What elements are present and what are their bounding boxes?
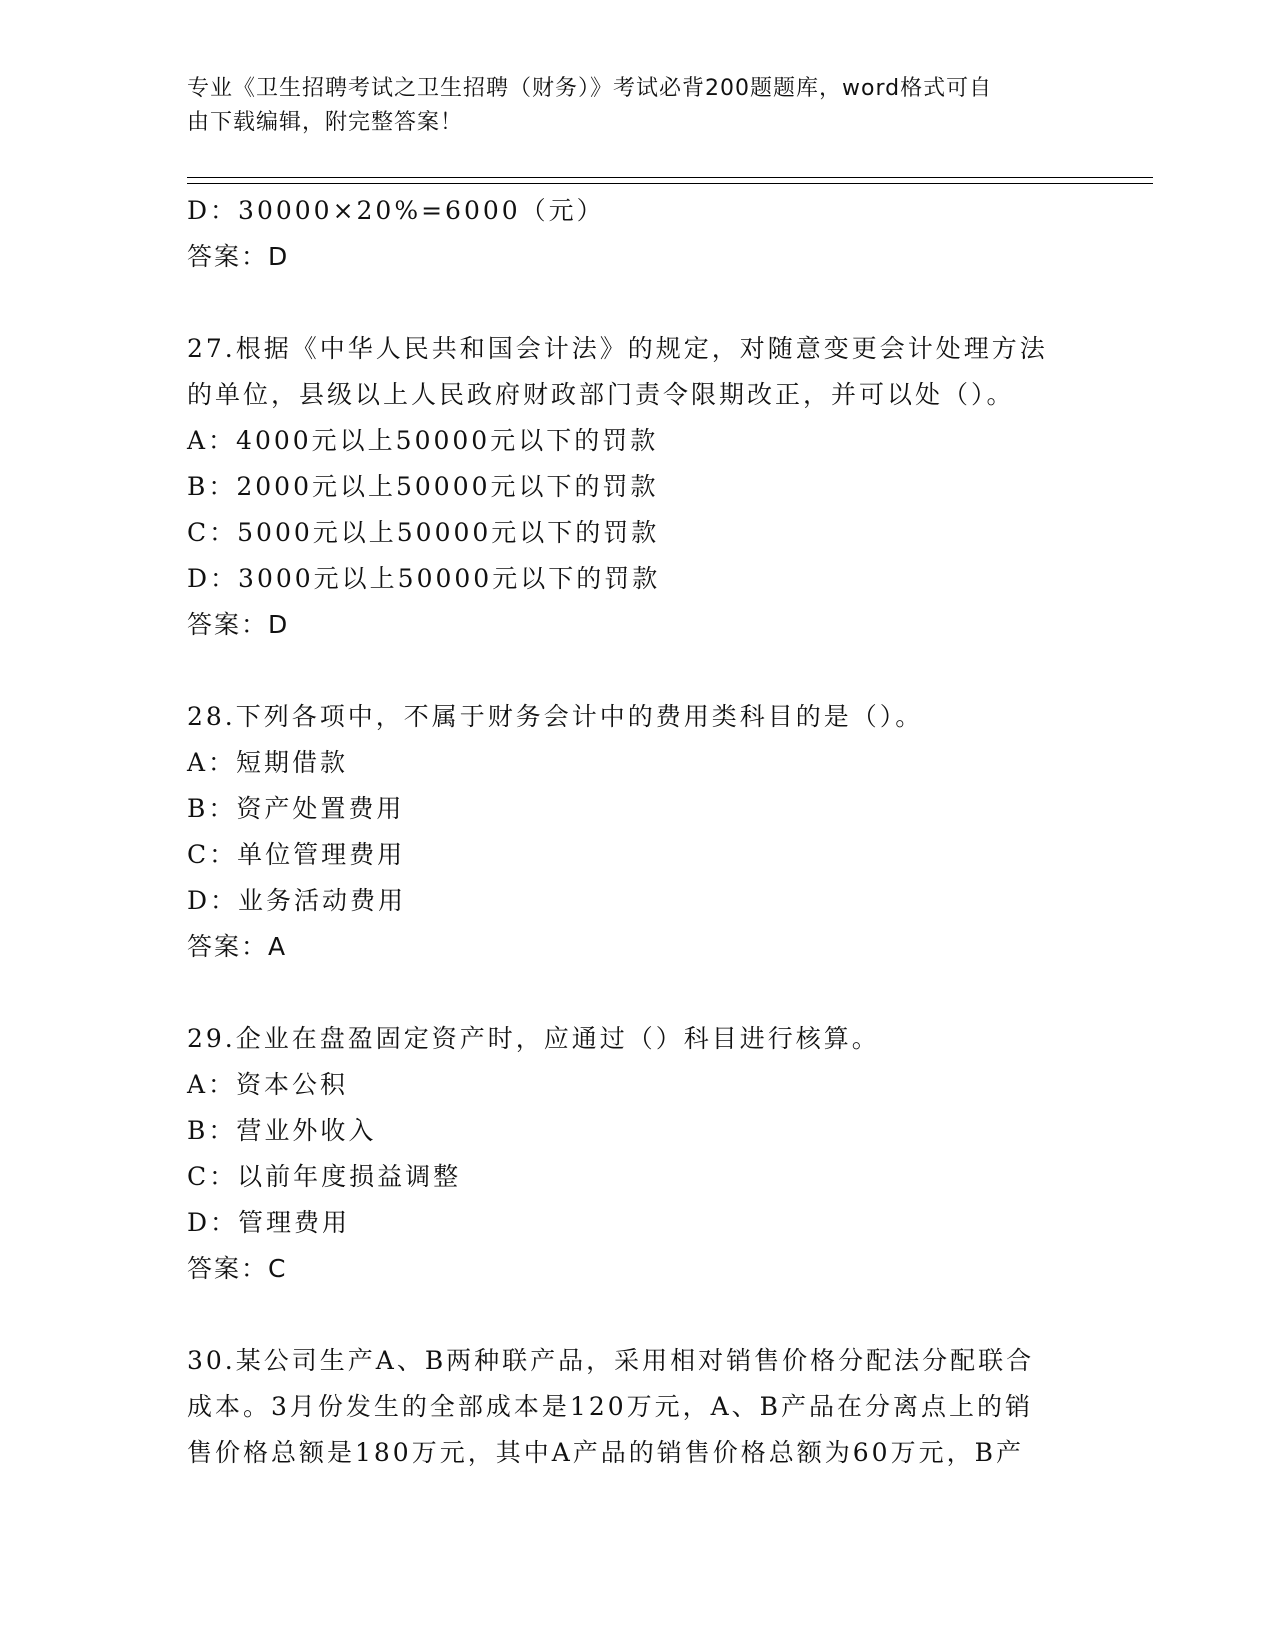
header-divider-top [187,177,1153,178]
option-b: B：资产处置费用 [187,794,405,823]
spacer [187,1292,1087,1338]
option-c: C：5000元以上50000元以下的罚款 [187,518,660,547]
header-divider-bottom [187,183,1153,184]
header-line-1: 专业《卫生招聘考试之卫生招聘（财务）》考试必背200题题库，word格式可自 [187,76,993,101]
document-header [187,72,1087,140]
header-line-2: 由下载编辑，附完整答案！ [187,110,464,135]
option-a: A：短期借款 [187,748,349,777]
option-d: D：3000元以上50000元以下的罚款 [187,564,661,593]
option-b: B：2000元以上50000元以下的罚款 [187,472,659,501]
question-stem: 30.某公司生产A、B两种联产品，采用相对销售价格分配法分配联合 [187,1346,1035,1375]
spacer [187,970,1087,1016]
question-stem: 29.企业在盘盈固定资产时，应通过（）科目进行核算。 [187,1024,880,1053]
question-30 [187,1338,1087,1476]
question-stem: 售价格总额是180万元，其中A产品的销售价格总额为60万元，B产 [187,1438,1024,1467]
option-d: D：业务活动费用 [187,886,407,915]
option-c: C：以前年度损益调整 [187,1162,462,1191]
answer: 答案：D [187,610,290,639]
question-stem: 成本。3月份发生的全部成本是120万元，A、B产品在分离点上的销 [187,1392,1034,1421]
option-c: C：单位管理费用 [187,840,406,869]
question-content [187,188,1087,1476]
option-a: A：4000元以上50000元以下的罚款 [187,426,659,455]
question-28 [187,694,1087,970]
option-b: B：营业外收入 [187,1116,377,1145]
question-stem: 27.根据《中华人民共和国会计法》的规定，对随意变更会计处理方法 [187,334,1048,363]
question-stem: 28.下列各项中，不属于财务会计中的费用类科目的是（）。 [187,702,924,731]
answer: 答案：C [187,1254,288,1283]
spacer [187,280,1087,326]
question-26-tail [187,188,1087,280]
option-a: A：资本公积 [187,1070,349,1099]
answer: 答案：A [187,932,288,961]
option-d: D：30000×20%=6000（元） [187,196,605,225]
spacer [187,648,1087,694]
question-29 [187,1016,1087,1292]
option-d: D：管理费用 [187,1208,351,1237]
question-27 [187,326,1087,648]
question-stem: 的单位，县级以上人民政府财政部门责令限期改正，并可以处（）。 [187,380,1015,409]
answer: 答案：D [187,242,290,271]
